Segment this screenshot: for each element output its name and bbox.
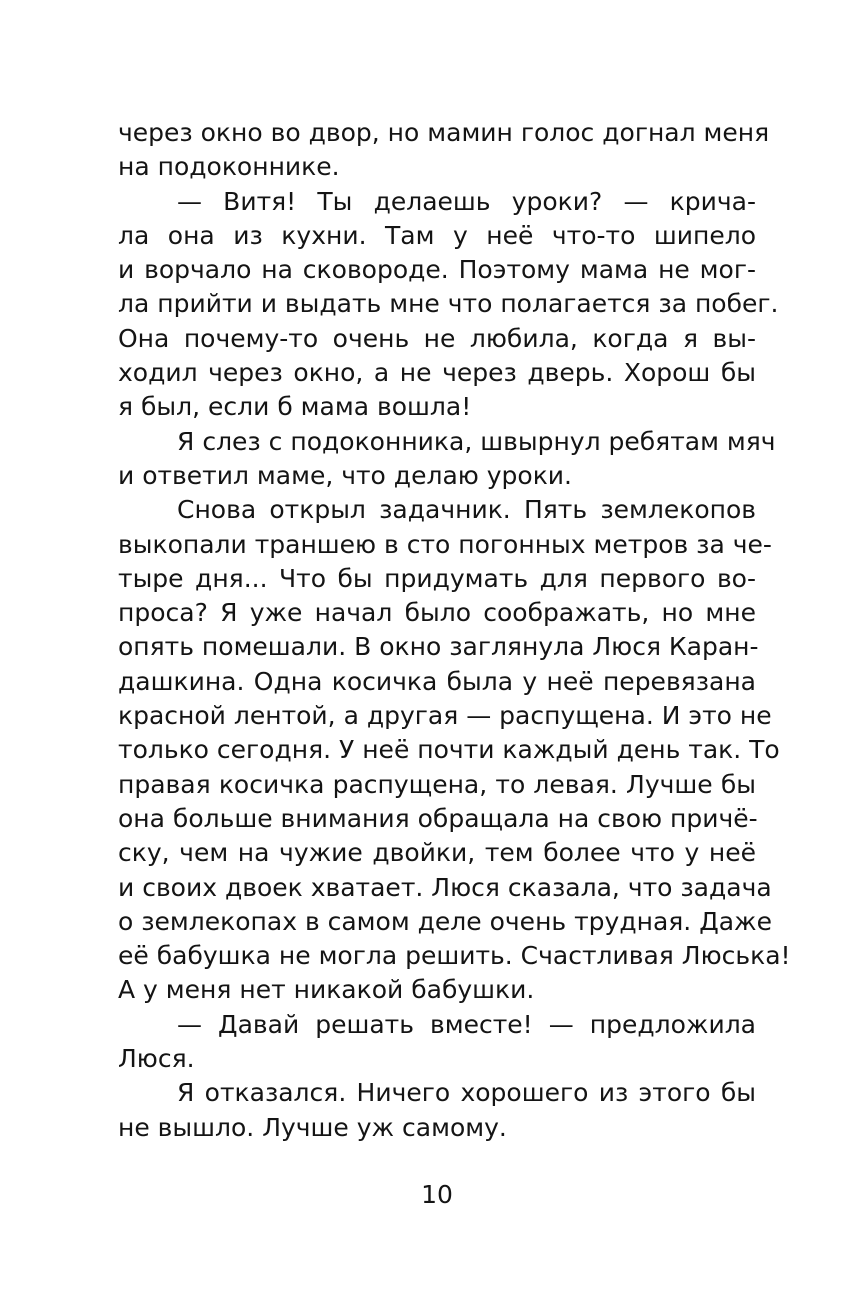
paragraph [118,1076,756,1145]
body-text [118,116,791,1145]
paragraph [118,425,776,494]
paragraph [118,116,770,185]
text-line: тыре дня... Что бы придумать для первого во- [118,563,756,593]
text-line: не вышло. Лучше уж самому. [118,1112,507,1142]
text-line: — Давай решать вместе! — предложила [177,1009,756,1039]
text-line: Я отказался. Ничего хорошего из этого бы [177,1078,756,1108]
text-line: и ответил маме, что делаю уроки. [118,460,573,490]
text-line: на подоконнике. [118,152,340,182]
text-line: её бабушка не могла решить. Счастливая Люська! [118,941,791,971]
text-line: Снова открыл задачник. Пять землекопов [177,495,756,525]
text-line: ла она из кухни. Там у неё что-то шипело [118,220,756,250]
text-line: только сегодня. У неё почти каждый день так. То [118,735,780,765]
paragraph [118,185,779,425]
text-line: Она почему-то очень не любила, когда я вы- [118,323,756,353]
text-line: правая косичка распущена, то левая. Лучше бы [118,769,756,799]
text-line: и ворчало на сковороде. Поэтому мама не мог- [118,255,756,285]
paragraph [118,1008,756,1077]
text-line: ходил через окно, а не через дверь. Хорош бы [118,358,756,388]
paragraph [118,493,791,1007]
text-line: ла прийти и выдать мне что полагается за побег. [118,289,779,319]
text-line: красной лентой, а другая — распущена. И это не [118,701,772,731]
text-line: о землекопах в самом деле очень трудная. Даже [118,906,772,936]
text-line: дашкина. Одна косичка была у неё перевязана [118,666,756,696]
text-line: проса? Я уже начал было соображать, но мне [118,598,756,628]
page-number: 10 [421,1180,453,1209]
text-line: Люся. [118,1044,195,1074]
text-line: — Витя! Ты делаешь уроки? — крича- [177,186,756,216]
text-line: ску, чем на чужие двойки, тем более что у неё [118,838,756,868]
text-line: она больше внимания обращала на свою причё- [118,803,758,833]
text-line: я был, если б мама вошла! [118,392,472,422]
text-line: А у меня нет никакой бабушки. [118,975,535,1005]
text-line: через окно во двор, но мамин голос догнал меня [118,118,770,147]
text-line: выкопали траншею в сто погонных метров за че- [118,529,772,559]
text-line: опять помешали. В окно заглянула Люся Каран- [118,632,759,662]
text-line: Я слез с подоконника, швырнул ребятам мяч [177,426,776,456]
text-line: и своих двоек хватает. Люся сказала, что задача [118,872,772,902]
